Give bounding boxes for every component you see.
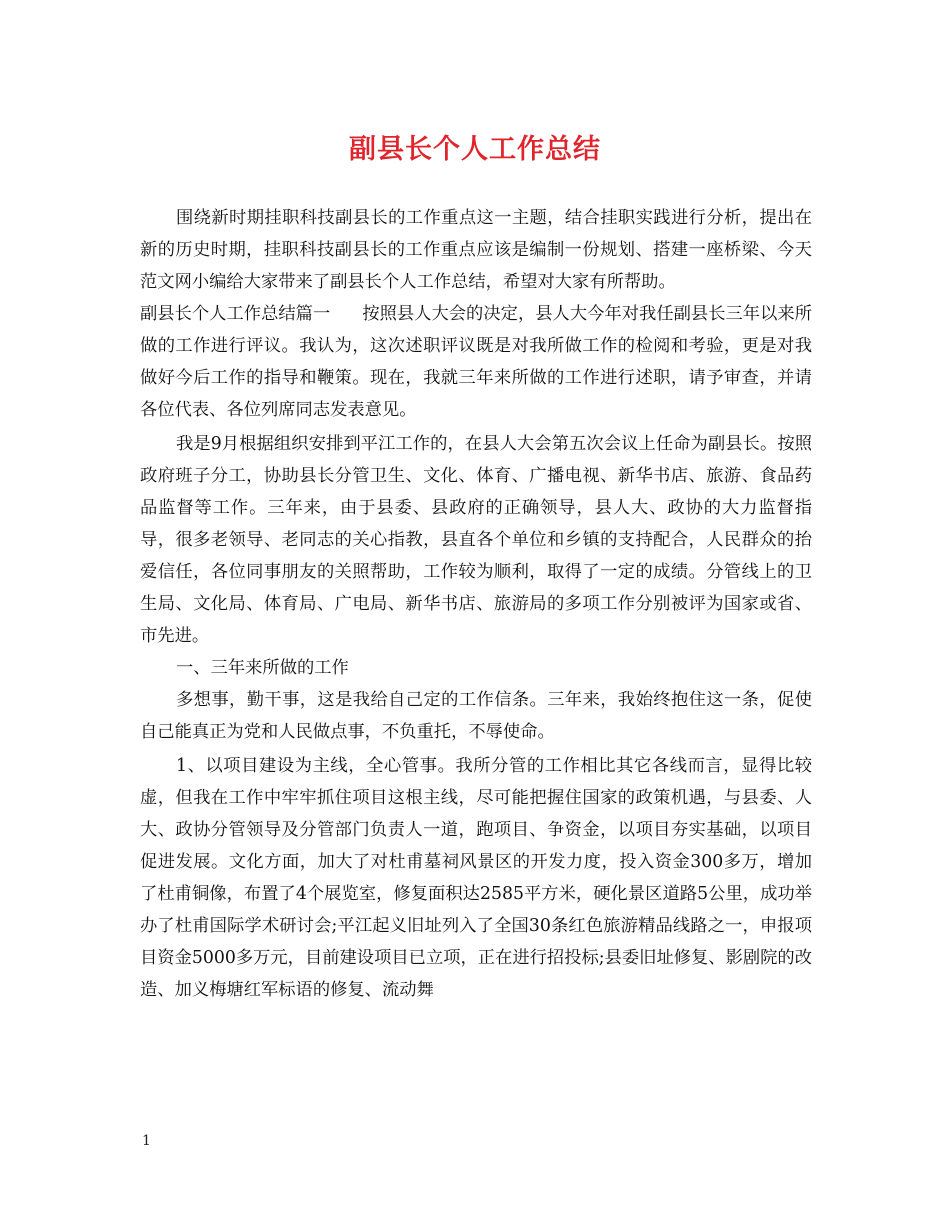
paragraph-1-text: 按照县人大会的决定，县人大今年对我任副县长三年以来所做的工作进行评议。我认为，这次述职评议既是对我所做工作的检阅和考验，更是对我做好今后工作的指导和鞭策。现在，我就三年来所做的工作进行述职，请予审查，并请各位代表、各位列席同志发表意见。 (140, 304, 812, 420)
heading-1: 一、三年来所做的工作 (176, 658, 349, 678)
paragraph-4: 1、以项目建设为主线，全心管事。我所分管的工作相比其它各线而言，显得比较虚，但我在工作中牢牢抓住项目这根主线，尽可能把握住国家的政策机遇，与县委、人大、政协分管领导及分管部门负责人一道，跑项目、争资金，以项目夯实基础，以项目促进发展。文化方面，加大了对杜甫墓祠风景区的开发力度，投入资金300多万，增加了杜甫铜像，布置了4个展览室，修复面积达2585平方米，硬化景区道路5公里，成功举办了杜甫国际学术研讨会;平江起义旧址列入了全国30条红色旅游精品线路之一，申报项目资金5000多万元，目前建设项目已立项，正在进行招投标;县委旧址修复、影剧院的改造、加义梅塘红军标语的修复、流动舞 (140, 756, 812, 1000)
document-title: 副县长个人工作总结 (349, 134, 601, 165)
section-heading: 副县长个人工作总结篇一 (140, 304, 331, 324)
intro-paragraph: 围绕新时期挂职科技副县长的工作重点这一主题，结合挂职实践进行分析，提出在新的历史时期，挂职科技副县长的工作重点应该是编制一份规划、搭建一座桥梁、今天范文网小编给大家带来了副县长个人工作总结，希望对大家有所帮助。 (140, 208, 812, 292)
document-body (140, 202, 812, 1006)
paragraph-3: 多想事，勤干事，这是我给自己定的工作信条。三年来，我始终抱住这一条，促使自己能真正为党和人民做点事，不负重托，不辱使命。 (140, 690, 812, 742)
paragraph-2: 我是9月根据组织安排到平江工作的，在县人大会第五次会议上任命为副县长。按照政府班子分工，协助县长分管卫生、文化、体育、广播电视、新华书店、旅游、食品药品监督等工作。三年来，由于县委、县政府的正确领导，县人大、政协的大力监督指导，很多老领导、老同志的关心指教，县直各个单位和乡镇的支持配合，人民群众的抬爱信任，各位同事朋友的关照帮助，工作较为顺利，取得了一定的成绩。分管线上的卫生局、文化局、体育局、广电局、新华书店、旅游局的多项工作分别被评为国家或省、市先进。 (140, 434, 812, 646)
paragraph-1 (140, 298, 812, 426)
page-number: 1 (142, 1133, 151, 1149)
